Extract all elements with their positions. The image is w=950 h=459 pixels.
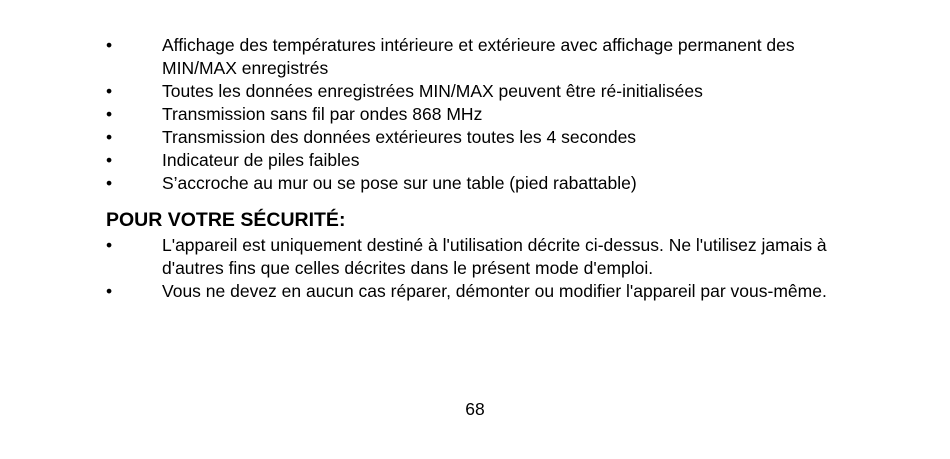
list-item-text: S’accroche au mur ou se pose sur une table (pied rabattable) bbox=[162, 173, 637, 193]
list-item-text: Toutes les données enregistrées MIN/MAX peuvent être ré-initialisées bbox=[162, 81, 703, 101]
list-item bbox=[0, 280, 950, 303]
safety-list bbox=[0, 234, 950, 303]
list-item bbox=[0, 34, 950, 80]
bullet-icon: • bbox=[106, 281, 113, 301]
feature-list bbox=[0, 34, 950, 195]
list-item-text: L'appareil est uniquement destiné à l'utilisation décrite ci-dessus. Ne l'utilisez jamais à d'autres fins que celles décrites dans le présent mode d'emploi. bbox=[162, 235, 827, 278]
bullet-icon: • bbox=[106, 127, 113, 147]
bullet-icon: • bbox=[106, 81, 113, 101]
list-item bbox=[0, 103, 950, 126]
bullet-icon: • bbox=[106, 235, 113, 255]
section-heading: POUR VOTRE SÉCURITÉ: bbox=[106, 209, 346, 231]
list-item-text: Indicateur de piles faibles bbox=[162, 150, 360, 170]
bullet-icon: • bbox=[106, 104, 113, 124]
list-item bbox=[0, 126, 950, 149]
list-item bbox=[0, 234, 950, 280]
list-item-text: Affichage des températures intérieure et extérieure avec affichage permanent des MIN/MAX enregistrés bbox=[162, 35, 795, 78]
bullet-icon: • bbox=[106, 173, 113, 193]
bullet-icon: • bbox=[106, 150, 113, 170]
list-item-text: Vous ne devez en aucun cas réparer, démonter ou modifier l'appareil par vous-même. bbox=[162, 281, 827, 301]
bullet-icon: • bbox=[106, 35, 113, 55]
list-item bbox=[0, 172, 950, 195]
list-item-text: Transmission des données extérieures toutes les 4 secondes bbox=[162, 127, 637, 147]
list-item bbox=[0, 80, 950, 103]
page-number: 68 bbox=[465, 399, 485, 419]
list-item bbox=[0, 149, 950, 172]
list-item-text: Transmission sans fil par ondes 868 MHz bbox=[162, 104, 483, 124]
